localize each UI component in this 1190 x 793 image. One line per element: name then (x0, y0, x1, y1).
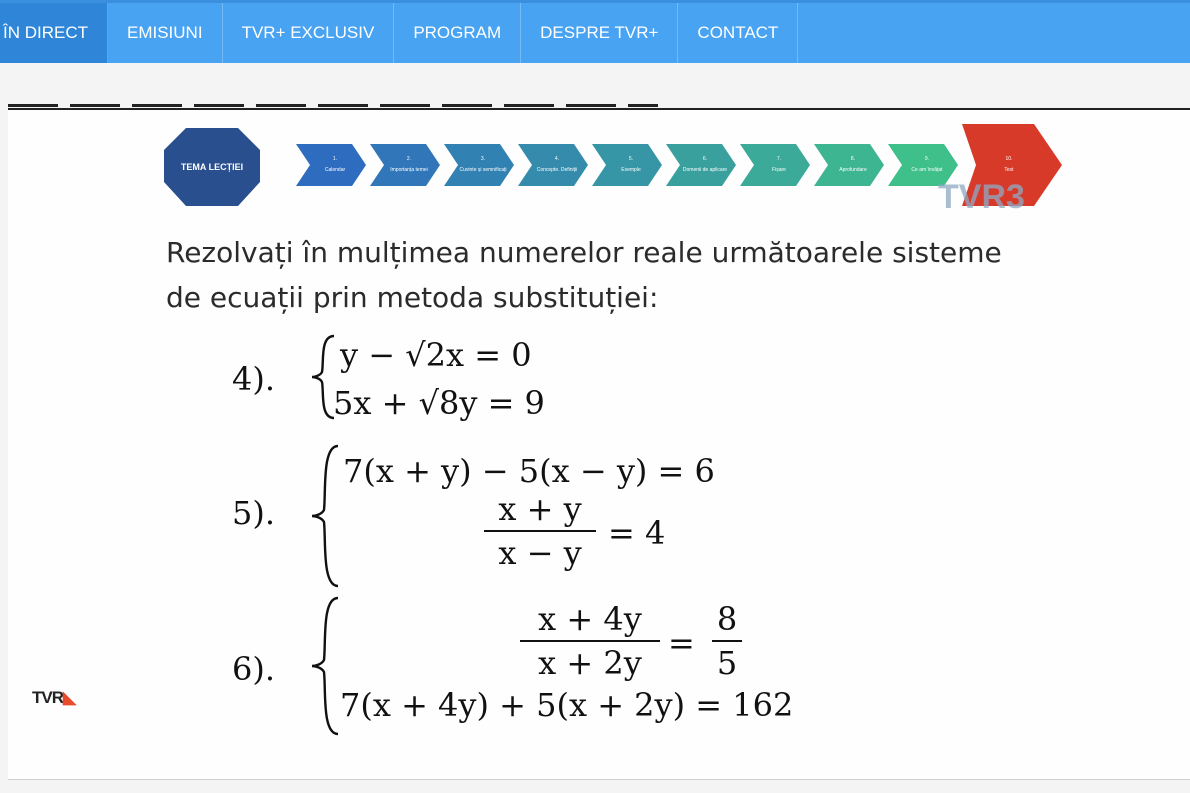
system-5-fraction (484, 490, 596, 572)
system-4-line-2: 5x + √8y = 9 (333, 384, 545, 422)
step-label-5: Exemple (621, 167, 641, 173)
step-number-4: 4. (554, 156, 560, 162)
nav-item-in-direct[interactable]: ÎN DIRECT (0, 3, 108, 63)
system-6-equals: = (668, 624, 695, 662)
step-label-2: Importanța temei (390, 167, 428, 173)
problem-statement (166, 230, 1002, 320)
step-label-3: Cuvinte și semnificați (459, 167, 507, 173)
nav-item-despre-tvr[interactable]: DESPRE TVR+ (521, 3, 678, 63)
step-number-1: 1. (332, 156, 338, 162)
step-label-9: Ce am învățat (911, 167, 943, 173)
fraction-numerator: x + 4y (538, 600, 642, 638)
fraction-bar (712, 640, 742, 642)
system-4-line-1: y − √2x = 0 (340, 336, 532, 374)
brace-icon (308, 442, 344, 590)
step-chevron-4 (518, 144, 588, 186)
tvr3-logo (938, 124, 1108, 214)
main-nav (0, 3, 1190, 63)
step-label-7: Fișare (772, 167, 786, 173)
system-6-number: 6). (232, 650, 276, 688)
step-chevron-5 (592, 144, 662, 186)
system-6-fraction (520, 600, 660, 682)
system-5-number: 5). (232, 494, 276, 532)
step-number-3: 3. (480, 156, 486, 162)
step-label-1: Calendar (324, 167, 346, 173)
system-6-line-2: 7(x + 4y) + 5(x + 2y) = 162 (340, 686, 794, 724)
system-5-line-1: 7(x + y) − 5(x − y) = 6 (343, 452, 715, 490)
tvr-watermark (32, 688, 75, 708)
step-label-4: Concepte. Definiții (536, 167, 578, 173)
step-chevron-3 (444, 144, 514, 186)
fraction-denominator: x − y (498, 534, 582, 572)
fraction-bar (520, 640, 660, 642)
step-chevron-7 (740, 144, 810, 186)
step-number-9: 9. (924, 156, 930, 162)
step-label-8: Aprofundare (839, 167, 867, 173)
fraction-denominator: x + 2y (538, 644, 642, 682)
fraction-bar (484, 530, 596, 532)
step-chevron-1 (296, 144, 366, 186)
step-number-5: 5. (628, 156, 634, 162)
nav-item-emisiuni[interactable]: EMISIUNI (108, 3, 223, 63)
fraction-numerator: 8 (716, 600, 738, 638)
top-navigation-bar (0, 0, 1190, 63)
nav-item-program[interactable]: PROGRAM (394, 3, 521, 63)
tvr-watermark-text: TVR (32, 688, 63, 707)
step-chevron-2 (370, 144, 440, 186)
tvr-watermark-mark: ◣ (63, 688, 76, 707)
step-number-2: 2. (406, 156, 412, 162)
step-number-10: 10. (1005, 156, 1013, 162)
video-player[interactable] (8, 108, 1190, 780)
topic-label: TEMA LECȚIEI (180, 162, 244, 172)
problem-line-1: Rezolvați în mulțimea numerelor reale următoarele sisteme (166, 236, 1002, 269)
fraction-denominator: 5 (716, 644, 738, 682)
fraction-numerator: x + y (498, 490, 582, 528)
step-number-7: 7. (776, 156, 782, 162)
problem-line-2: de ecuații prin metoda substituției: (166, 281, 659, 314)
tvr3-logo-text: TVR3 (938, 178, 1025, 216)
video-top-edge (8, 104, 658, 107)
system-6-rhs-fraction (712, 600, 742, 682)
nav-item-tvr-exclusiv[interactable]: TVR+ EXCLUSIV (223, 3, 395, 63)
step-chevron-8 (814, 144, 884, 186)
step-chevron-6 (666, 144, 736, 186)
step-label-10: Test (1004, 167, 1014, 173)
system-4-number: 4). (232, 360, 276, 398)
step-number-6: 6. (702, 156, 708, 162)
brace-icon (308, 594, 344, 738)
nav-item-contact[interactable]: CONTACT (678, 3, 798, 63)
system-5-rhs: = 4 (608, 514, 666, 552)
step-number-8: 8. (850, 156, 856, 162)
step-label-6: Domenii de aplicare (682, 167, 728, 173)
